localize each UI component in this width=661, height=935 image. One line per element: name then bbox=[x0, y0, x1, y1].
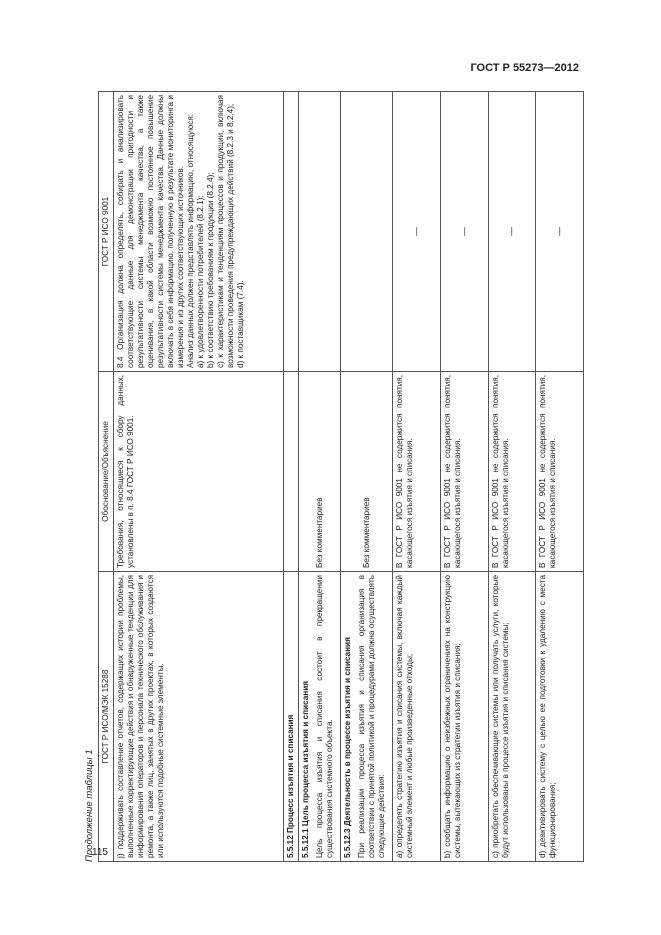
table-cell bbox=[284, 372, 299, 572]
subsection-title: 5.5.12.1 Цель процесса изъятия и списания bbox=[301, 680, 310, 858]
document-header: ГОСТ Р 55273—2012 bbox=[470, 62, 579, 74]
table-row bbox=[488, 92, 536, 862]
table-row bbox=[440, 92, 488, 862]
clause-text: Анализ данных должен представлять информацию, относящуюся: bbox=[186, 113, 195, 368]
clause-text: b) к соответствию требованиям к продукции (8.2.4); bbox=[206, 172, 215, 368]
column-header: Обоснование/Объяснение bbox=[99, 372, 114, 572]
dash-cell: — bbox=[393, 92, 441, 372]
table-row bbox=[284, 92, 299, 862]
clause-text: a) к удовлетворенности потребителей (8.2.1); bbox=[196, 195, 205, 368]
table-header-row bbox=[99, 92, 114, 862]
clause-text: 8.4 Организация должна определять, собирать и анализировать соответствующие данные для демонстрации пригодности и результативности системы менеджмента качества, а также оценивания, в какой области возможно постоянное повышение результативности системы менеджмента качества. Данные должны включать в себя информацию, полученную в результате мониторинга и измерения и из других соответствующих источников. bbox=[116, 95, 185, 368]
table-cell: Без комментариев bbox=[341, 372, 393, 572]
comparison-table bbox=[98, 91, 584, 862]
table-cell: В ГОСТ Р ИСО 9001 не содержится понятия, касающегося изъятия и списания. bbox=[536, 372, 584, 572]
table-cell: b) сообщать информацию о неизбежных ограничениях на конструкцию системы, вытекающих из стратегии изъятия и списания; bbox=[440, 572, 488, 862]
subsection-title: 5.5.12.3 Деятельность в процессе изъятия и списания bbox=[343, 637, 352, 858]
table-cell: j) поддерживать составление отчетов, содержащих истории проблемы, выполненные корректирующие действия и обнаруженные тенденции для информирования операторов и персонала технического обслуживания и ремонта, а также лиц, занятых в других проектах, в которых создаются или используются подобные системные элементы. bbox=[114, 572, 284, 862]
column-header: ГОСТ Р ИСО 9001 bbox=[99, 92, 114, 372]
table-cell: c) приобретать обеспечивающие системы или получать услуги, которые будут использованы в процессе изъятия и списания системы; bbox=[488, 572, 536, 862]
table-cell: Без комментариев bbox=[299, 372, 341, 572]
dash-cell: — bbox=[440, 92, 488, 372]
table-row bbox=[299, 92, 341, 862]
table-row bbox=[114, 92, 284, 862]
continuation-label: Продолжение таблицы 1 bbox=[84, 749, 95, 862]
rotated-page-content bbox=[84, 92, 584, 862]
table-row bbox=[393, 92, 441, 862]
table-cell bbox=[341, 92, 393, 372]
subsection-text: При реализации процесса изъятия и списания организация в соответствии с принятой политикой и процедурами должна осуществлять следующие действия: bbox=[357, 575, 386, 858]
clause-text: c) к характеристикам и тенденциям процессов и продукции, включая возможности проведения предупреждающих действий (8.2.3 и 8.2.4); bbox=[216, 95, 235, 368]
subsection-text: Цель процесса изъятия и списания состоит в прекращении существования системного объекта. bbox=[315, 575, 334, 858]
table-cell bbox=[284, 92, 299, 372]
table-cell: a) определять стратегию изъятия и списания системы, включая каждый системный элемент и любые произведенные отходы; bbox=[393, 572, 441, 862]
table-cell bbox=[114, 92, 284, 372]
table-cell bbox=[341, 572, 393, 862]
page-number: 115 bbox=[92, 847, 108, 858]
section-title: 5.5.12 Процесс изъятия и списания bbox=[284, 572, 299, 862]
table-cell: Требования, относящиеся к сбору данных, установлены в п. 8.4 ГОСТ Р ИСО 9001. bbox=[114, 372, 284, 572]
clause-text: d) к поставщикам (7.4). bbox=[236, 280, 245, 368]
table-cell bbox=[299, 92, 341, 372]
table-cell bbox=[299, 572, 341, 862]
dash-cell: — bbox=[488, 92, 536, 372]
table-cell: В ГОСТ Р ИСО 9001 не содержится понятия, касающегося изъятия и списания. bbox=[393, 372, 441, 572]
table-cell: В ГОСТ Р ИСО 9001 не содержится понятия, касающегося изъятия и списания. bbox=[488, 372, 536, 572]
table-cell: d) деактивировать систему с целью ее подготовки к удалению с места функционирования; bbox=[536, 572, 584, 862]
table-cell: В ГОСТ Р ИСО 9001 не содержится понятия, касающегося изъятия и списания. bbox=[440, 372, 488, 572]
table-row bbox=[536, 92, 584, 862]
table-row bbox=[341, 92, 393, 862]
column-header: ГОСТ Р ИСО/МЭК 15288 bbox=[99, 572, 114, 862]
dash-cell: — bbox=[536, 92, 584, 372]
